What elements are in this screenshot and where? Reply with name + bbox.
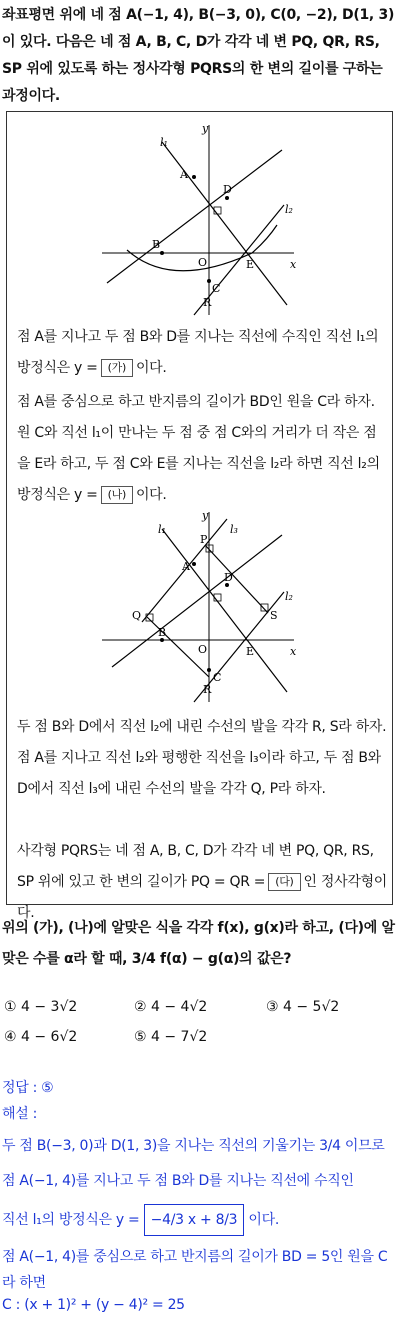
solution-line-3-text: 직선 l₁의 방정식은 y = (2, 1212, 140, 1228)
solution-line-2: 점 A(−1, 4)를 지나고 두 점 B와 D를 지나는 직선에 수직인 (2, 1173, 354, 1189)
choice-5[interactable]: ⑤ 4 − 7√2 (134, 1029, 208, 1045)
blank-na: (나) (101, 486, 133, 504)
step-3: 두 점 B와 D에서 직선 l₂에 내린 수선의 발을 각각 R, S라 하자. 점 A를 지나고 직선 l₂와 평행한 직선을 l₃이라 하고, 두 점 B와 D에서 직선 l₃에 내린 수선의 발을 각각 Q, P라 하자. (17, 719, 387, 797)
step-1 (17, 322, 389, 384)
step-1-text: 점 A를 지나고 두 점 B와 D를 지나는 직선에 수직인 직선 l₁의 방정식은 y = (17, 329, 379, 376)
label-y: y (202, 509, 209, 522)
label-r: R (203, 296, 212, 309)
step-2-text: 점 A를 중심으로 하고 반지름의 길이가 BD인 원을 C라 하자. 원 C와 직선 l₁이 만나는 두 점 중 점 C와의 거리가 더 작은 점을 E라 하고, 두 점 C와 E를 지나는 직선을 l₂라 하면 직선 l₂의 방정식은 y = (17, 394, 380, 503)
step-4-eq: PQ = QR = (190, 874, 266, 890)
label-b: B (158, 626, 167, 639)
line-bd (107, 150, 282, 283)
step-2 (17, 387, 389, 511)
choice-2[interactable]: ② 4 − 4√2 (134, 999, 208, 1015)
step-4-text: 사각형 PQRS는 네 점 A, B, C, D가 각각 네 변 PQ, QR, RS, SP 위에 있고 한 변의 길이가 (17, 843, 374, 890)
label-q: Q (132, 609, 142, 622)
label-d: D (224, 571, 233, 584)
question: 위의 (가), (나)에 알맞은 식을 각각 f(x), g(x)라 하고, (다)에 알맞은 수를 α라 할 때, 3/4 f(α) − g(α)의 값은? (2, 920, 395, 967)
label-e: E (246, 645, 255, 658)
solution-line-1: 두 점 B(−3, 0)과 D(1, 3)을 지나는 직선의 기울기는 3/4 이므로 (2, 1138, 385, 1154)
solution-answer-box: −4/3 x + 8/3 (144, 1204, 245, 1236)
label-a: A (180, 168, 188, 181)
blank-da: (다) (268, 873, 300, 891)
label-y: y (202, 122, 209, 135)
solution-heading: 해설 : (2, 1106, 38, 1122)
label-l1: l₁ (158, 523, 166, 536)
label-r: R (203, 683, 212, 696)
solution-answer: 정답 : ⑤ (2, 1080, 54, 1096)
label-l1: l₁ (160, 136, 168, 149)
label-c: C (213, 671, 222, 684)
point-c (207, 279, 211, 283)
solution-line-5: C : (x + 1)² + (y − 4)² = 25 (2, 1297, 185, 1313)
figure-1 (102, 120, 302, 320)
choice-4[interactable]: ④ 4 − 6√2 (4, 1029, 78, 1045)
blank-ga: (가) (101, 359, 133, 377)
label-l3: l₃ (230, 523, 238, 536)
label-s: S (270, 609, 278, 622)
solution-line-3 (2, 1204, 398, 1236)
point-d (225, 196, 229, 200)
step-1-end: 이다. (135, 360, 167, 376)
label-x: x (290, 645, 297, 658)
label-o: O (198, 256, 208, 269)
point-a (192, 175, 196, 179)
solution-line-4: 점 A(−1, 4)를 중심으로 하고 반지름의 길이가 BD = 5인 원을 C라 하면 (2, 1249, 388, 1291)
label-c: C (212, 282, 221, 295)
label-d: D (223, 183, 232, 196)
point-c (207, 668, 211, 672)
choice-3[interactable]: ③ 4 − 5√2 (266, 999, 340, 1015)
step-4-end: 인 정사각형이다. (17, 874, 388, 921)
label-e: E (246, 258, 255, 271)
label-b: B (152, 238, 161, 251)
label-o: O (198, 643, 208, 656)
step-2-end: 이다. (135, 487, 167, 503)
label-p: P (200, 533, 208, 546)
choice-1[interactable]: ① 4 − 3√2 (4, 999, 78, 1015)
problem-intro: 좌표평면 위에 네 점 A(−1, 4), B(−3, 0), C(0, −2), D(1, 3)이 있다. 다음은 네 점 A, B, C, D가 각각 네 변 PQ, QR, RS, SP 위에 있도록 하는 정사각형 PQRS의 한 변의 길이를 구하는 과정이다. (2, 7, 395, 104)
label-x: x (290, 258, 297, 271)
label-a: A (182, 560, 190, 573)
side-ps (205, 545, 268, 613)
point-a (192, 562, 196, 566)
figure-2 (102, 507, 302, 707)
label-l2: l₂ (285, 590, 293, 603)
solution-line-3-end: 이다. (248, 1212, 279, 1228)
process-box (6, 111, 393, 921)
label-l2: l₂ (285, 203, 293, 216)
point-b (160, 251, 164, 255)
